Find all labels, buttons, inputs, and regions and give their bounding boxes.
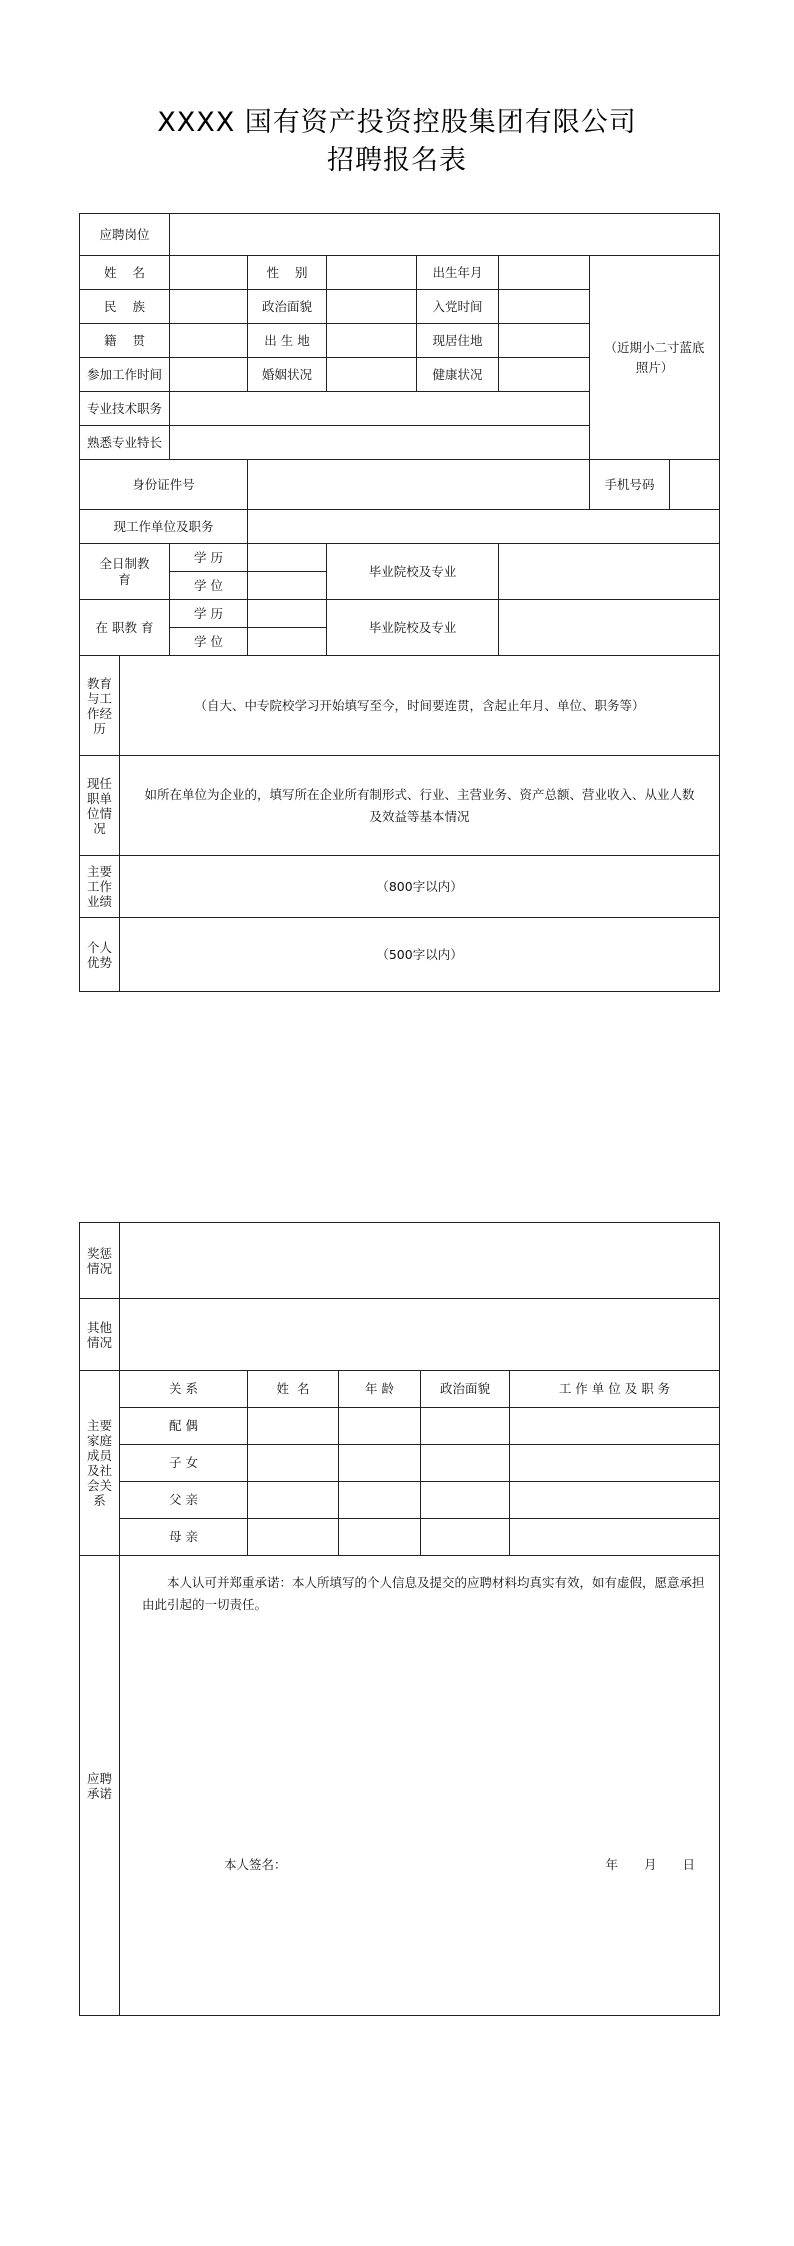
company-field[interactable]: [120, 756, 720, 856]
birthplace-field[interactable]: [327, 324, 417, 358]
photo-hint: （近期小二寸蓝底照片）: [604, 339, 705, 375]
gender-field[interactable]: [327, 256, 417, 290]
fulltime-degree-label: 学 位: [170, 572, 248, 600]
inservice-school-label: 毕业院校及专业: [327, 600, 499, 656]
family-cell[interactable]: [421, 1445, 510, 1482]
form-title: 招聘报名表: [327, 145, 467, 176]
health-label: 健康状况: [417, 358, 499, 392]
company-title: XXXX 国有资产投资控股集团有限公司: [157, 107, 637, 138]
photo-box[interactable]: [590, 256, 720, 460]
family-cell[interactable]: [421, 1408, 510, 1445]
ethnicity-label: 民 族: [80, 290, 170, 324]
family-relation-spouse: 配 偶: [120, 1408, 248, 1445]
native-label: 籍 贯: [80, 324, 170, 358]
other-field[interactable]: [120, 1299, 720, 1371]
ethnicity-field[interactable]: [170, 290, 248, 324]
residence-field[interactable]: [499, 324, 590, 358]
native-field[interactable]: [170, 324, 248, 358]
birth-field[interactable]: [499, 256, 590, 290]
family-cell[interactable]: [339, 1408, 421, 1445]
specialty-label: 熟悉专业特长: [80, 426, 170, 460]
signature-label: 本人签名：: [224, 1857, 287, 1872]
family-cell[interactable]: [248, 1408, 339, 1445]
political-field[interactable]: [327, 290, 417, 324]
family-label: 主要家庭成员及社会关系: [80, 1371, 120, 1556]
inservice-degree-label: 学 位: [170, 628, 248, 656]
family-cell[interactable]: [510, 1482, 720, 1519]
awards-field[interactable]: [120, 1223, 720, 1299]
pledge-field[interactable]: [120, 1556, 720, 2016]
residence-label: 现居住地: [417, 324, 499, 358]
political-label: 政治面貌: [248, 290, 327, 324]
family-cell[interactable]: [421, 1519, 510, 1556]
awards-label: 奖惩情况: [80, 1223, 120, 1299]
registration-table-page2: [79, 1222, 720, 2016]
family-cell[interactable]: [248, 1482, 339, 1519]
family-header-political: 政治面貌: [421, 1371, 510, 1408]
fulltime-edu-label: 全日制教 育: [80, 544, 170, 600]
party-date-label: 入党时间: [417, 290, 499, 324]
work-start-field[interactable]: [170, 358, 248, 392]
phone-field[interactable]: [670, 460, 720, 510]
family-cell[interactable]: [510, 1445, 720, 1482]
achievement-field[interactable]: [120, 856, 720, 918]
inservice-degree-level-field[interactable]: [248, 600, 327, 628]
fulltime-school-label: 毕业院校及专业: [327, 544, 499, 600]
name-label: 姓 名: [80, 256, 170, 290]
party-date-field[interactable]: [499, 290, 590, 324]
inservice-edu-label: 在 职教 育: [80, 600, 170, 656]
family-relation-mother: 母 亲: [120, 1519, 248, 1556]
date-label: 年 月 日: [605, 1857, 695, 1872]
company-label: 现任职单位情况: [80, 756, 120, 856]
family-cell[interactable]: [248, 1445, 339, 1482]
birth-label: 出生年月: [417, 256, 499, 290]
advantage-hint: （500字以内）: [376, 946, 463, 962]
achievement-label: 主要工作业绩: [80, 856, 120, 918]
family-relation-father: 父 亲: [120, 1482, 248, 1519]
fulltime-degree-level-field[interactable]: [248, 544, 327, 572]
fulltime-school-field[interactable]: [499, 544, 720, 600]
birthplace-label: 出 生 地: [248, 324, 327, 358]
family-cell[interactable]: [421, 1482, 510, 1519]
company-hint: 如所在单位为企业的，填写所在企业所有制形式、行业、主营业务、资产总额、营业收入、从业人数及效益等基本情况: [144, 787, 695, 824]
position-field[interactable]: [170, 214, 720, 256]
advantage-label: 个人优势: [80, 918, 120, 992]
family-cell[interactable]: [248, 1519, 339, 1556]
id-number-field[interactable]: [248, 460, 590, 510]
name-field[interactable]: [170, 256, 248, 290]
other-label: 其他情况: [80, 1299, 120, 1371]
current-unit-label: 现工作单位及职务: [80, 510, 248, 544]
history-label: 教育与工作经历: [80, 656, 120, 756]
family-cell[interactable]: [339, 1445, 421, 1482]
family-cell[interactable]: [510, 1408, 720, 1445]
family-cell[interactable]: [339, 1519, 421, 1556]
phone-label: 手机号码: [590, 460, 670, 510]
history-field[interactable]: [120, 656, 720, 756]
family-header-name: 姓 名: [248, 1371, 339, 1408]
family-header-age: 年 龄: [339, 1371, 421, 1408]
specialty-field[interactable]: [170, 426, 590, 460]
gender-label: 性 别: [248, 256, 327, 290]
inservice-school-field[interactable]: [499, 600, 720, 656]
fulltime-degree-level-label: 学 历: [170, 544, 248, 572]
title-rank-label: 专业技术职务: [80, 392, 170, 426]
current-unit-field[interactable]: [248, 510, 720, 544]
inservice-degree-level-label: 学 历: [170, 600, 248, 628]
registration-table-page1: [79, 213, 720, 992]
fulltime-degree-field[interactable]: [248, 572, 327, 600]
family-cell[interactable]: [339, 1482, 421, 1519]
marital-label: 婚姻状况: [248, 358, 327, 392]
title-rank-field[interactable]: [170, 392, 590, 426]
pledge-label: 应聘承诺: [80, 1556, 120, 2016]
advantage-field[interactable]: [120, 918, 720, 992]
id-number-label: 身份证件号: [80, 460, 248, 510]
family-header-relation: 关 系: [120, 1371, 248, 1408]
achievement-hint: （800字以内）: [376, 878, 463, 894]
marital-field[interactable]: [327, 358, 417, 392]
position-label: 应聘岗位: [80, 214, 170, 256]
health-field[interactable]: [499, 358, 590, 392]
family-cell[interactable]: [510, 1519, 720, 1556]
pledge-text: 本人认可并郑重承诺：本人所填写的个人信息及提交的应聘材料均真实有效，如有虚假，愿意承担由此引起的一切责任。: [142, 1575, 705, 1612]
history-hint: （自大、中专院校学习开始填写至今，时间要连贯，含起止年月、单位、职务等）: [194, 697, 645, 713]
family-relation-children: 子 女: [120, 1445, 248, 1482]
work-start-label: 参加工作时间: [80, 358, 170, 392]
inservice-degree-field[interactable]: [248, 628, 327, 656]
family-header-unit: 工 作 单 位 及 职 务: [510, 1371, 720, 1408]
